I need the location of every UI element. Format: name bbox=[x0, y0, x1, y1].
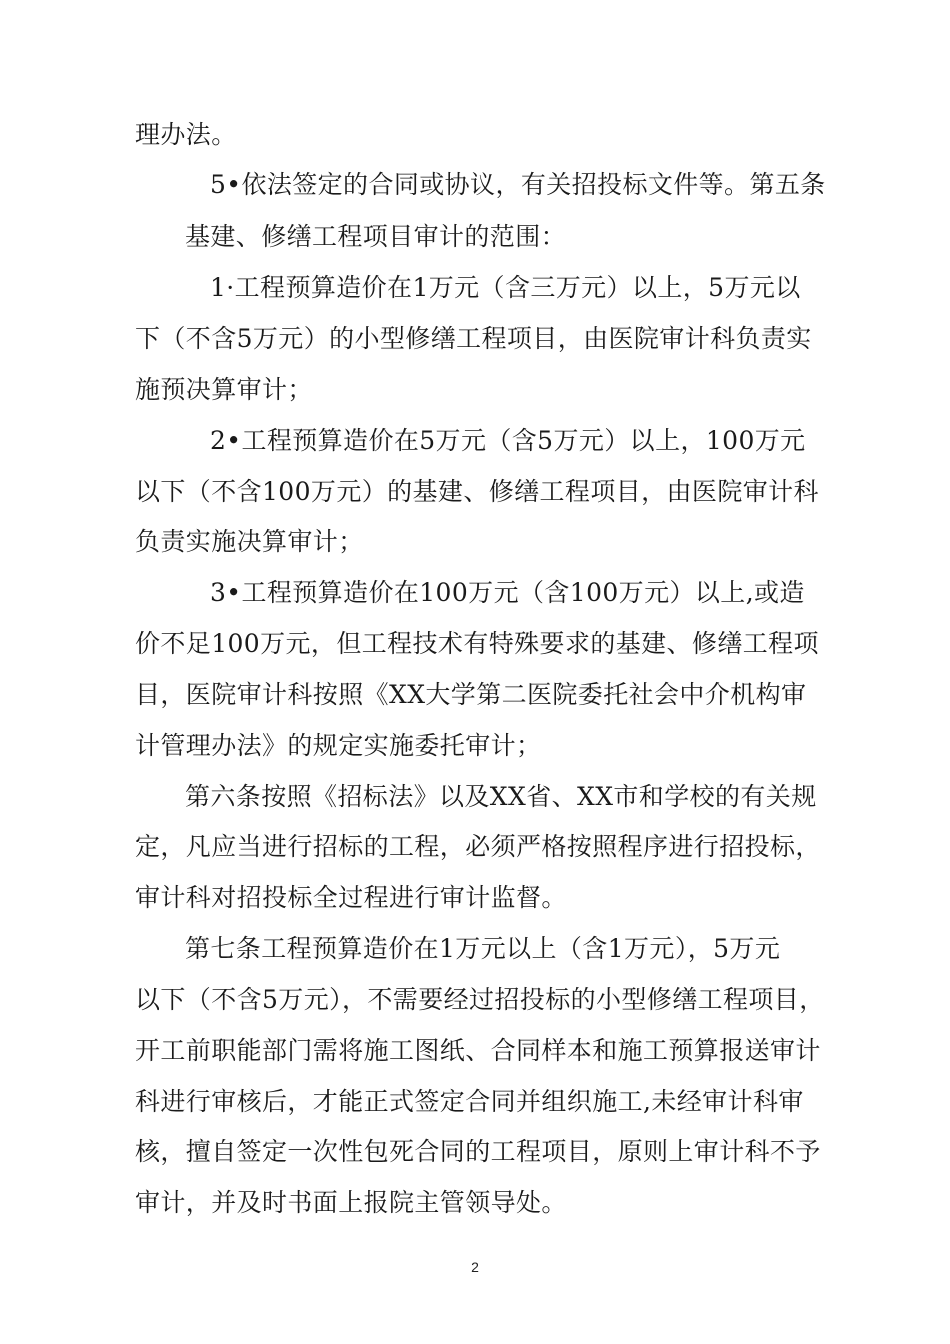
text-line: 科进行审核后，才能正式签定合同并组织施工,未经审计科审 bbox=[135, 1087, 804, 1116]
text-line: 负责实施决算审计； bbox=[135, 527, 364, 556]
text-line: 5•依法签定的合同或协议，有关招投标文件等。第五条 bbox=[210, 170, 826, 199]
text-line: 以下（不含5万元），不需要经过招投标的小型修缮工程项目， bbox=[135, 985, 825, 1014]
text-line: 审计科对招投标全过程进行审计监督。 bbox=[135, 883, 567, 912]
text-line: 基建、修缮工程项目审计的范围： bbox=[185, 222, 567, 251]
text-line: 开工前职能部门需将施工图纸、合同样本和施工预算报送审计 bbox=[135, 1036, 821, 1065]
text-line: 1·工程预算造价在1万元（含三万元）以上，5万元以 bbox=[210, 273, 801, 302]
text-line: 定，凡应当进行招标的工程，必须严格按照程序进行招投标， bbox=[135, 832, 821, 861]
text-line: 下（不含5万元）的小型修缮工程项目，由医院审计科负责实 bbox=[135, 324, 812, 353]
text-line: 核，擅自签定一次性包死合同的工程项目，原则上审计科不予 bbox=[135, 1137, 821, 1166]
page-number: 2 bbox=[471, 1259, 479, 1275]
text-line: 2•工程预算造价在5万元（含5万元）以上，100万元 bbox=[210, 426, 806, 455]
text-line: 审计，并及时书面上报院主管领导处。 bbox=[135, 1188, 567, 1217]
text-line: 第六条按照《招标法》以及XX省、XX市和学校的有关规 bbox=[185, 782, 817, 811]
text-line: 目，医院审计科按照《XX大学第二医院委托社会中介机构审 bbox=[135, 680, 807, 709]
text-line: 计管理办法》的规定实施委托审计； bbox=[135, 731, 542, 760]
text-line: 施预决算审计； bbox=[135, 375, 313, 404]
text-line: 第七条工程预算造价在1万元以上（含1万元），5万元 bbox=[185, 934, 781, 963]
text-line: 理办法。 bbox=[135, 120, 237, 149]
text-line: 3•工程预算造价在100万元（含100万元）以上,或造 bbox=[210, 578, 805, 607]
text-line: 价不足100万元，但工程技术有特殊要求的基建、修缮工程项 bbox=[135, 629, 819, 658]
text-line: 以下（不含100万元）的基建、修缮工程项目，由医院审计科 bbox=[135, 477, 819, 506]
